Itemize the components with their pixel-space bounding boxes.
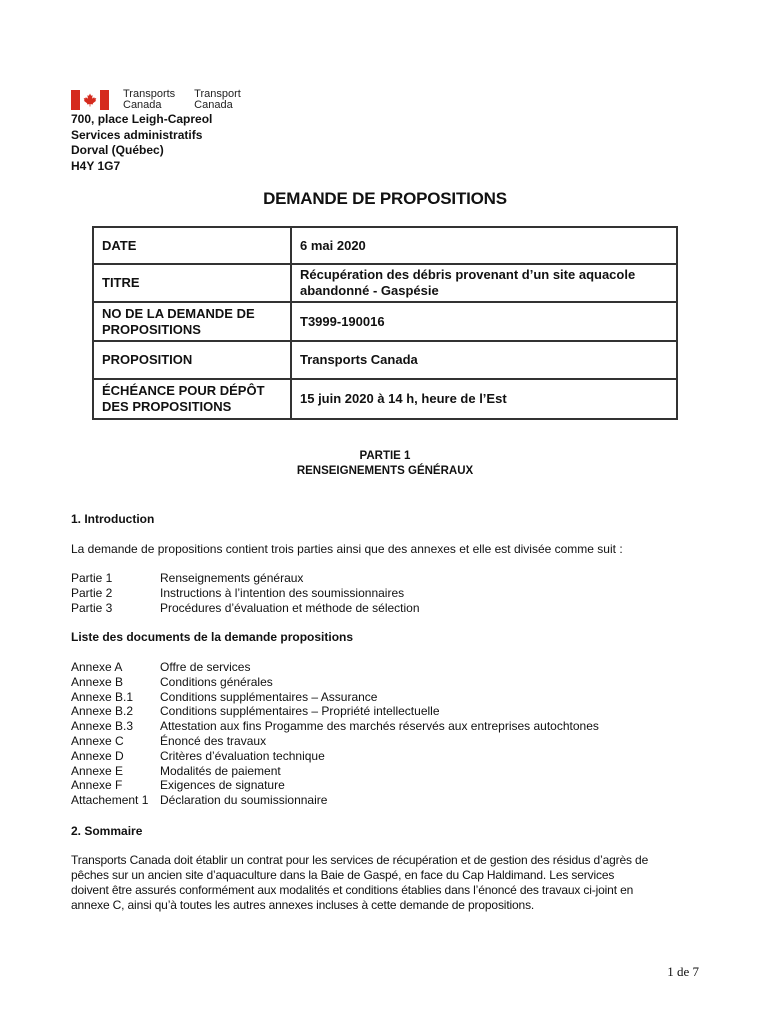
summary-line: annexe C, ainsi qu’à toutes les autres annexes incluses à cette demande de propositions. [71,898,535,912]
item-label: Annexe C [71,733,124,748]
list-item [71,704,599,719]
item-label: Annexe D [71,748,124,763]
row-value: Récupération des débris provenant d’un site aquacole abandonné - Gaspésie [291,264,677,302]
item-label: Annexe B.3 [71,719,134,734]
address-line: 700, place Leigh-Capreol [71,112,213,126]
document-title: DEMANDE DE PROPOSITIONS [263,189,507,208]
documents-list [71,660,599,808]
item-text: Modalités de paiement [160,763,281,778]
intro-text: La demande de propositions contient trois parties ainsi que des annexes et elle est divisée comme suit : [71,542,623,556]
request-info-table [92,226,678,420]
part-number: PARTIE 1 [359,450,411,462]
item-label: Annexe B.1 [71,689,134,704]
logo-en-line1: Transports [123,88,176,100]
item-label: Partie 2 [71,585,113,600]
summary-line: pêches sur un ancien site d’aquaculture dans la Baie de Gaspé, en face du Cap Haldimand. Les services [71,868,615,882]
item-text: Instructions à l’intention des soumissionnaires [160,585,405,600]
item-text: Énoncé des travaux [160,733,267,748]
item-text: Conditions supplémentaires – Propriété intellectuelle [160,704,440,719]
transport-canada-logo [71,89,260,111]
table-row [93,227,677,264]
item-text: Exigences de signature [160,778,285,793]
sender-address [71,112,212,174]
item-text: Conditions supplémentaires – Assurance [160,689,378,704]
parts-list [71,571,420,615]
item-text: Déclaration du soumissionnaire [160,793,328,808]
address-line: H4Y 1G7 [71,158,121,173]
row-label: PROPOSITION [93,341,291,379]
page-number: 1 de 7 [667,964,699,979]
item-text: Offre de services [160,660,251,674]
row-label: TITRE [93,264,291,302]
table-row [93,379,677,419]
item-text: Attestation aux fins Progamme des marchés réservés aux entreprises autochtones [160,719,599,734]
row-label: DATE [93,227,291,264]
list-item [71,571,420,586]
list-item [71,601,420,616]
logo-fr-line2: Canada [194,99,233,111]
canada-flag-icon [71,90,109,110]
item-label: Attachement 1 [71,793,149,808]
row-label: ÉCHÉANCE POUR DÉPÔT DES PROPOSITIONS [93,379,291,419]
logo-english [123,89,175,111]
list-item [71,690,599,705]
list-item [71,675,599,690]
list-item [71,778,599,793]
list-item [71,764,599,779]
item-label: Partie 1 [71,571,113,585]
summary-line: doivent être assurés conformément aux modalités et conditions établies dans l’énoncé des travaux ci-joint en [71,883,634,897]
list-item [71,793,599,808]
logo-en-line2: Canada [123,99,162,111]
row-value: T3999-190016 [291,302,677,341]
table-row [93,264,677,302]
maple-leaf-icon [83,93,97,107]
item-text: Critères d’évaluation technique [160,748,325,763]
item-label: Annexe B [71,674,124,689]
table-row [93,302,677,341]
row-value: Transports Canada [291,341,677,379]
item-label: Annexe E [71,763,124,778]
documents-heading: Liste des documents de la demande propositions [71,630,354,644]
item-label: Partie 3 [71,600,113,615]
row-value: 15 juin 2020 à 14 h, heure de l’Est [291,379,677,419]
part-heading [0,449,770,479]
list-item [71,734,599,749]
logo-french [194,89,241,111]
item-text: Procédures d’évaluation et méthode de sélection [160,600,420,615]
summary-text [71,853,648,913]
summary-heading: 2. Sommaire [71,824,143,838]
item-label: Annexe F [71,778,123,793]
item-label: Annexe A [71,660,123,674]
address-line: Services administratifs [71,127,203,142]
list-item [71,749,599,764]
address-line: Dorval (Québec) [71,143,164,157]
item-text: Renseignements généraux [160,571,304,585]
item-text: Conditions générales [160,674,273,689]
table-row [93,341,677,379]
row-label: NO DE LA DEMANDE DE PROPOSITIONS [93,302,291,341]
row-value: 6 mai 2020 [291,227,677,264]
list-item [71,586,420,601]
item-label: Annexe B.2 [71,704,134,719]
summary-line: Transports Canada doit établir un contrat pour les services de récupération et de gestion des résidus d’agrès de [71,853,649,867]
list-item [71,719,599,734]
list-item [71,660,599,675]
part-title: RENSEIGNEMENTS GÉNÉRAUX [296,465,474,477]
logo-fr-line1: Transport [194,88,241,100]
intro-heading: 1. Introduction [71,512,155,526]
